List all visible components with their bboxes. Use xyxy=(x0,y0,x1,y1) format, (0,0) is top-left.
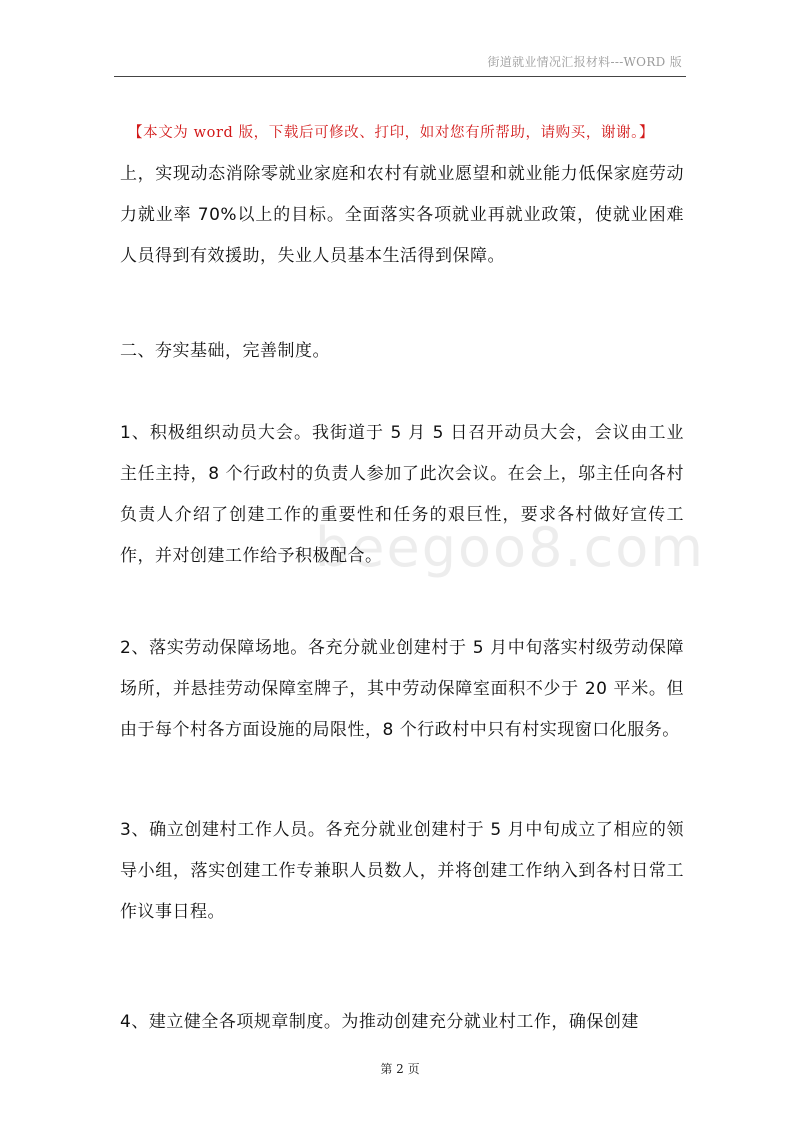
paragraph-goal: 上，实现动态消除零就业家庭和农村有就业愿望和就业能力低保家庭劳动力就业率 70%以上的目标。全面落实各项就业再就业政策，使就业困难人员得到有效援助，失业人员基本生活得到保障。 xyxy=(120,164,684,266)
paragraph-item-3: 3、确立创建村工作人员。各充分就业创建村于 5 月中旬成立了相应的领导小组，落实创建工作专兼职人员数人，并将创建工作纳入到各村日常工作议事日程。 xyxy=(120,820,684,922)
page-number: 第 2 页 xyxy=(380,1062,420,1076)
purchase-notice: 【本文为 word 版，下载后可修改、打印，如对您有所帮助，请购买，谢谢。】 xyxy=(128,125,655,141)
header-divider xyxy=(114,76,686,77)
watermark: beegoo8.com xyxy=(315,516,705,579)
paragraph-item-4: 4、建立健全各项规章制度。为推动创建充分就业村工作，确保创建 xyxy=(120,1012,639,1032)
running-header: 街道就业情况汇报材料---WORD 版 xyxy=(487,55,682,69)
paragraph-item-2: 2、落实劳动保障场地。各充分就业创建村于 5 月中旬落实村级劳动保障场所，并悬挂劳动保障室牌子，其中劳动保障室面积不少于 20 平米。但由于每个村各方面设施的局限性，8 个行政村中只有村实现窗口化服务。 xyxy=(120,638,684,740)
section-heading: 二、夯实基础，完善制度。 xyxy=(120,341,330,361)
paragraph-item-1: 1、积极组织动员大会。我街道于 5 月 5 日召开动员大会，会议由工业主任主持，8 个行政村的负责人参加了此次会议。在会上，邬主任向各村负责人介绍了创建工作的重要性和任务的艰巨性，要求各村做好宣传工作，并对创建工作给予积极配合。 xyxy=(120,423,684,566)
